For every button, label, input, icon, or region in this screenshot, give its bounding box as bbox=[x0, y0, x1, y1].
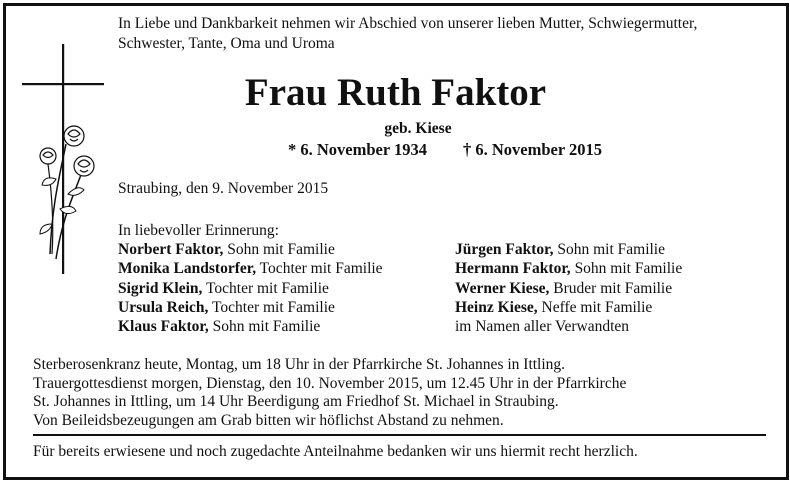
intro-line-2: Schwester, Tante, Oma und Uroma bbox=[118, 35, 335, 52]
mourner-name: Werner Kiese, bbox=[455, 279, 550, 297]
intro-text bbox=[118, 14, 697, 54]
mourner-row bbox=[118, 240, 383, 259]
birth-date: * 6. November 1934 bbox=[288, 140, 428, 159]
mourner-name: Klaus Faktor, bbox=[118, 318, 209, 336]
note-line: St. Johannes in Ittling, um 14 Uhr Beerdigung am Friedhof St. Michael in Straubing. bbox=[33, 393, 559, 410]
place-date: Straubing, den 9. November 2015 bbox=[118, 180, 329, 197]
mourner-name: Sigrid Klein, bbox=[118, 279, 203, 297]
mourner-relation: Tochter mit Familie bbox=[256, 260, 383, 278]
mourner-relation: Neffe mit Familie bbox=[537, 298, 653, 316]
mourner-relation: Sohn mit Familie bbox=[208, 318, 321, 336]
mourner-relation: Tochter mit Familie bbox=[208, 298, 335, 316]
mourner-name: Ursula Reich, bbox=[118, 298, 209, 316]
mourner-relation: Sohn mit Familie bbox=[570, 260, 683, 278]
mourner-relation: Sohn mit Familie bbox=[553, 241, 665, 258]
mourner-row bbox=[455, 279, 682, 298]
geb-prefix: geb. bbox=[384, 120, 412, 137]
mourner-row bbox=[118, 259, 383, 278]
mourners-right-column bbox=[455, 240, 682, 336]
life-dates bbox=[288, 140, 602, 160]
intro-line-1: In Liebe und Dankbarkeit nehmen wir Abschied von unserer lieben Mutter, Schwiegermutter, bbox=[118, 15, 698, 32]
mourner-relation: Sohn mit Familie bbox=[223, 241, 335, 258]
note-line: Trauergottesdienst morgen, Dienstag, den 10. November 2015, um 12.45 Uhr in der Pfarrkirche bbox=[33, 374, 627, 392]
mourner-row bbox=[455, 259, 682, 278]
mourner-row bbox=[118, 279, 383, 298]
mourner-row bbox=[455, 317, 682, 336]
mourner-relation: im Namen aller Verwandten bbox=[455, 318, 630, 336]
death-date: † 6. November 2015 bbox=[463, 140, 603, 159]
note-line: Von Beileidsbezeugungen am Grab bitten wir höflichst Abstand zu nehmen. bbox=[33, 411, 504, 429]
service-notes bbox=[33, 356, 626, 430]
mourner-name: Hermann Faktor, bbox=[455, 260, 571, 278]
deceased-name-block bbox=[118, 70, 673, 120]
mourner-row bbox=[455, 240, 682, 259]
mourner-row bbox=[118, 317, 383, 336]
mourner-row bbox=[118, 298, 383, 317]
geb-name: Kiese bbox=[415, 120, 452, 137]
deceased-name: Frau Ruth Faktor bbox=[244, 71, 547, 114]
birth-name bbox=[118, 120, 718, 138]
cross-with-roses-icon bbox=[22, 44, 108, 274]
mourners-left-column bbox=[118, 240, 383, 336]
thanks-text: Für bereits erwiesene und noch zugedachte Anteilnahme bedanken wir uns hiermit recht herzlich. bbox=[33, 443, 638, 460]
mourner-name: Monika Landstorfer, bbox=[118, 260, 257, 278]
mourner-relation: Bruder mit Familie bbox=[549, 279, 673, 297]
mourner-row bbox=[455, 298, 682, 317]
note-line: Sterberosenkranz heute, Montag, um 18 Uhr in der Pfarrkirche St. Johannes in Ittling. bbox=[33, 356, 566, 373]
mourner-relation: Tochter mit Familie bbox=[202, 279, 329, 297]
mourner-name: Jürgen Faktor, bbox=[455, 241, 554, 258]
mourner-name: Heinz Kiese, bbox=[455, 298, 538, 316]
mourner-name: Norbert Faktor, bbox=[118, 241, 224, 258]
divider bbox=[33, 434, 766, 436]
memory-heading: In liebevoller Erinnerung: bbox=[118, 222, 279, 239]
